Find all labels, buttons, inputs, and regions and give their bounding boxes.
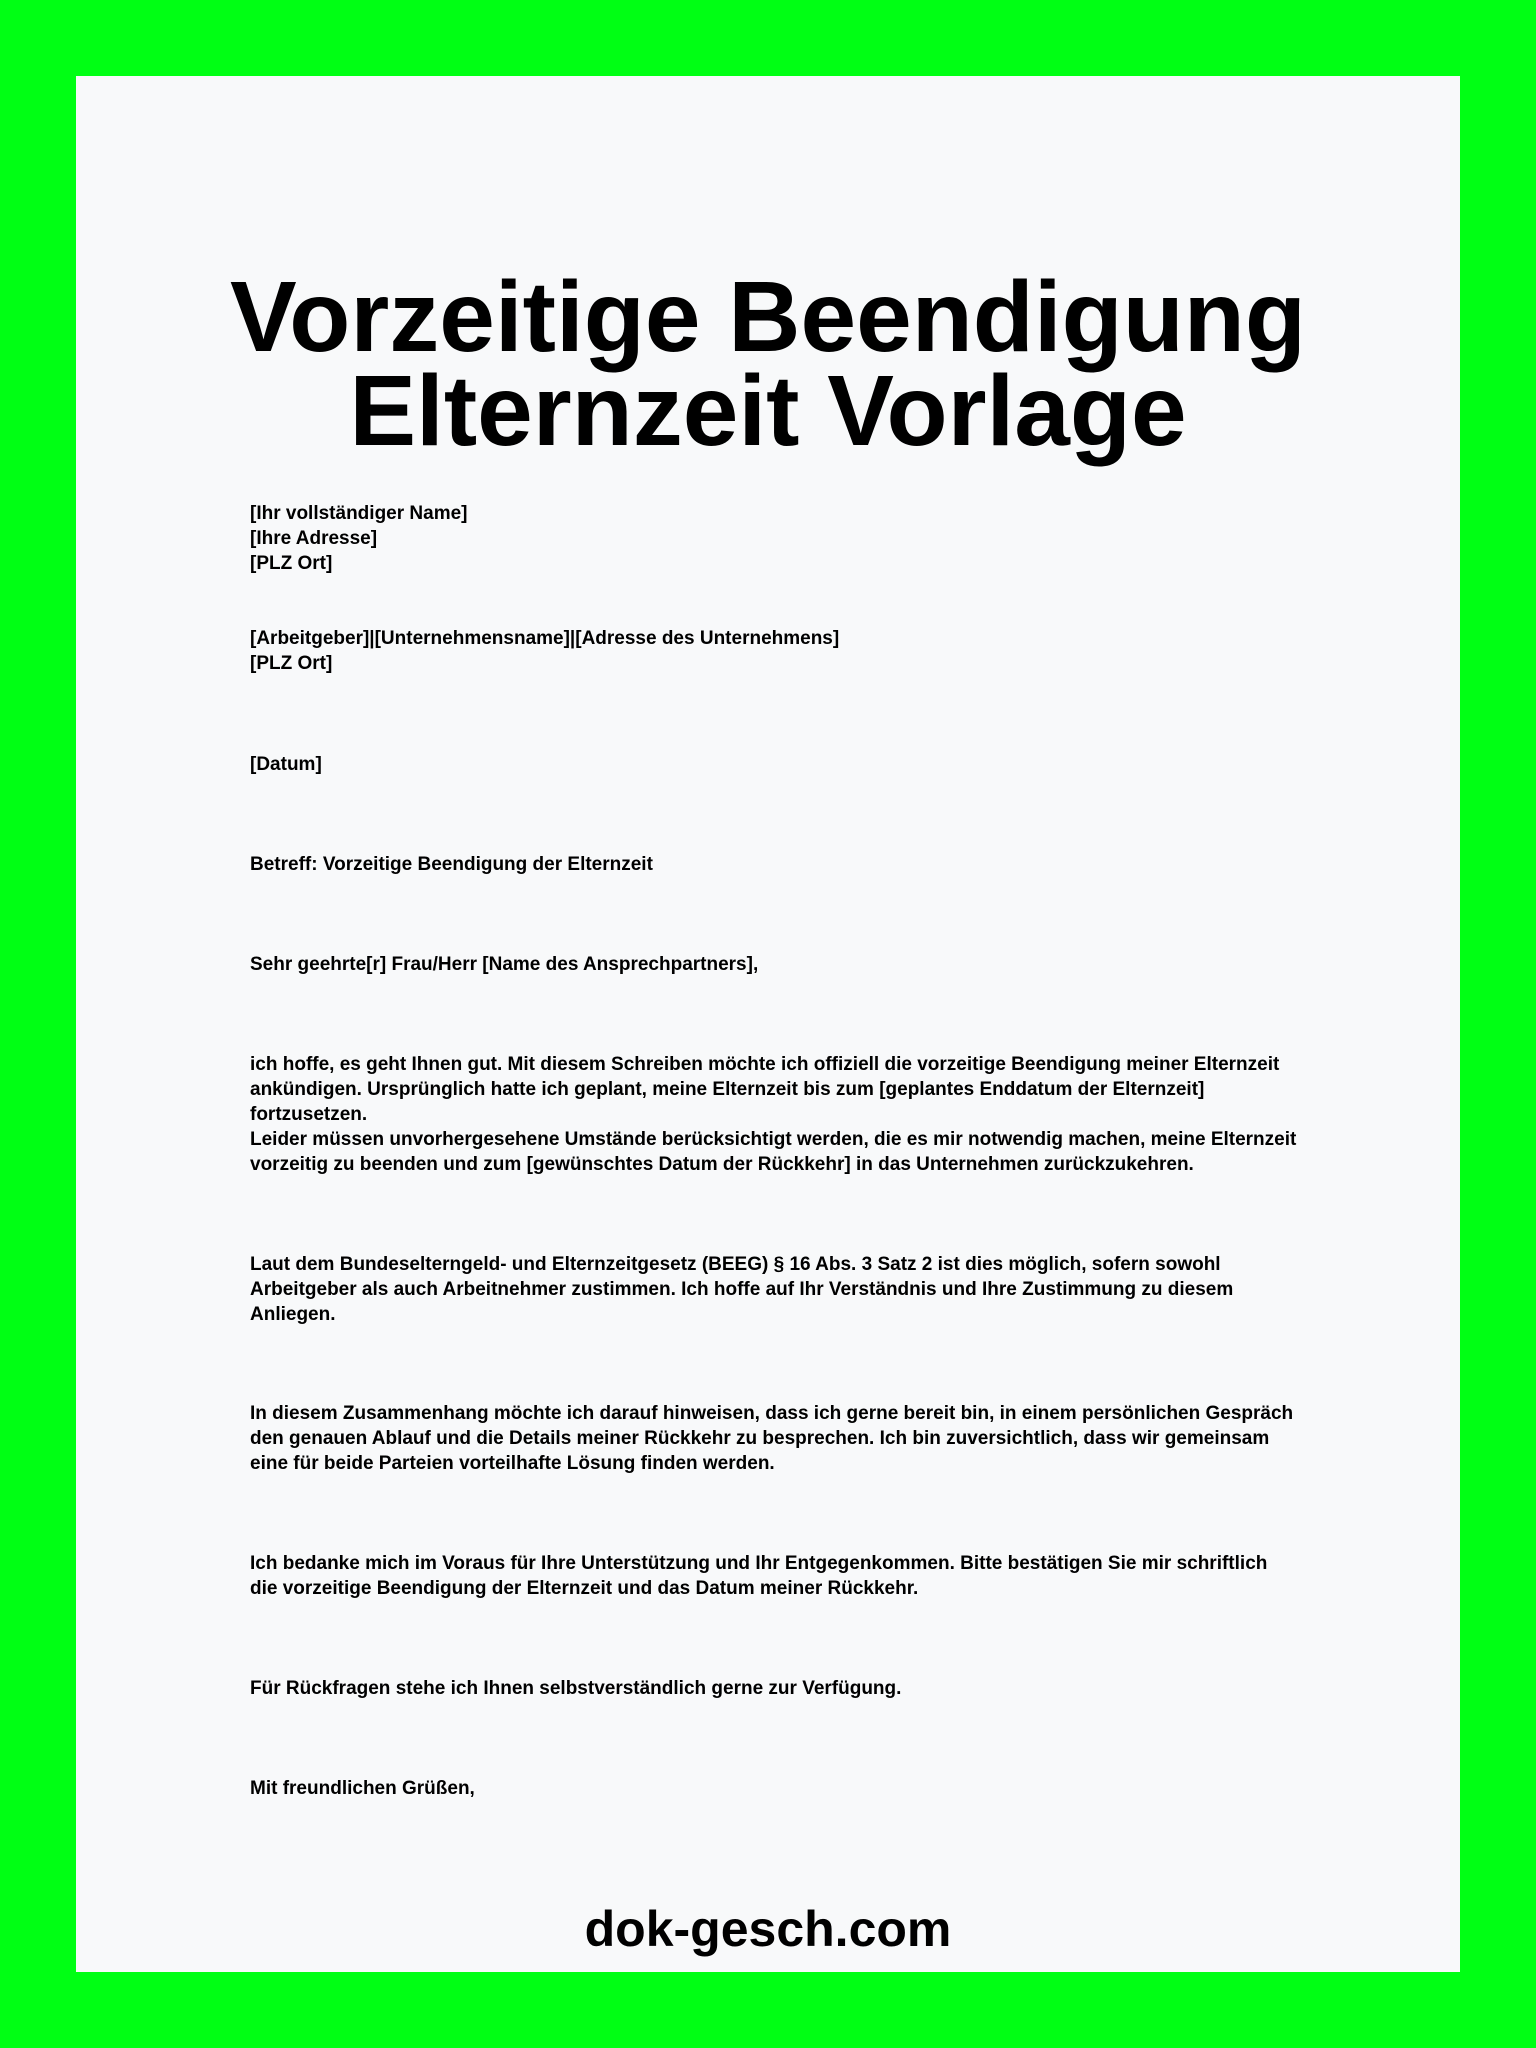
page-title [76, 261, 1460, 467]
subject: Betreff: Vorzeitige Beendigung der Elternzeit [250, 854, 653, 875]
sender-block [250, 501, 1300, 576]
sender-name: [Ihr vollständiger Name] [250, 503, 468, 524]
sender-city: [PLZ Ort] [250, 553, 333, 574]
closing: Mit freundlichen Grüßen, [250, 1778, 475, 1799]
salutation: Sehr geehrte[r] Frau/Herr [Name des Ansprechpartners], [250, 954, 759, 975]
paragraph-text: Leider müssen unvorhergesehene Umstände berücksichtigt werden, die es mir notwendig machen, meine Elternzeit vorzeitig zu beenden und zum [gewünschtes Datum der Rückkehr] in das Unternehmen zurückzukehren. [250, 1129, 1302, 1175]
title-line-1: Vorzeitige Beendigung [230, 261, 1306, 373]
recipient-block [250, 626, 1300, 676]
paragraph-3: In diesem Zusammenhang möchte ich darauf hinweisen, dass ich gerne bereit bin, in einem persönlichen Gespräch den genauen Ablauf und die Details meiner Rückkehr zu besprechen. Ich bin zuversichtlich, dass wir gemeinsam eine für beide Parteien vorteilhafte Lösung finden werden. [250, 1403, 1294, 1474]
paragraph-text: ich hoffe, es geht Ihnen gut. Mit diesem Schreiben möchte ich offiziell die vorzeitige Beendigung meiner Elternzeit ankündigen. Ursprünglich hatte ich geplant, meine Elternzeit bis zum [geplantes Enddatum der Elternzeit] fortzusetzen. [250, 1054, 1285, 1125]
paragraph-5: Für Rückfragen stehe ich Ihnen selbstverständlich gerne zur Verfügung. [250, 1678, 902, 1699]
paragraph-2: Laut dem Bundeselterngeld- und Elternzeitgesetz (BEEG) § 16 Abs. 3 Satz 2 ist dies möglich, sofern sowohl Arbeitgeber als auch Arbeitnehmer zustimmen. Ich hoffe auf Ihr Verständnis und Ihre Zustimmung zu diesem Anliegen. [250, 1254, 1234, 1325]
recipient-city: [PLZ Ort] [250, 653, 333, 674]
sender-address: [Ihre Adresse] [250, 528, 378, 549]
paragraph-4: Ich bedanke mich im Voraus für Ihre Unterstützung und Ihr Entgegenkommen. Bitte bestätigen Sie mir schriftlich die vorzeitige Beendigung der Elternzeit und das Datum meiner Rückkehr. [250, 1553, 1268, 1599]
paragraph-1 [250, 1052, 1300, 1177]
title-line-2: Elternzeit Vorlage [349, 355, 1187, 467]
recipient-line: [Arbeitgeber]|[Unternehmensname]|[Adresse des Unternehmens] [250, 628, 840, 649]
date: [Datum] [250, 754, 322, 775]
footer-site: dok-gesch.com [584, 1901, 952, 1957]
